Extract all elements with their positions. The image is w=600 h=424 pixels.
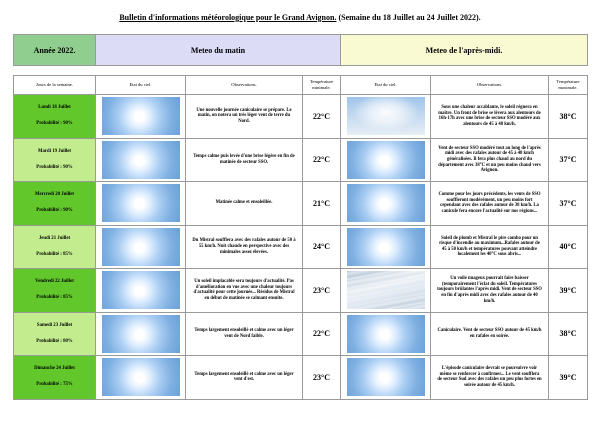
sky-pm-cell: [341, 312, 431, 356]
temp-min: 22°C: [303, 95, 341, 139]
sun-icon: [102, 271, 180, 309]
obs-pm: Comme pour les jours précédents, les vents de SSO souffleront modérément, un peu moins fort cependant avec des rafales autour de 38 km/h. La canicule fera encore l'actualité sur nos régions...: [431, 182, 549, 226]
obs-pm: Sous une chaleur accablante, le soleil régnera en maître. Un front de brise se lèvera aux alentours de 16h-17h avec une brise de secteur SSO modéré aux alentours de 45 à 48 km/h.: [431, 95, 549, 139]
sun-icon: [102, 141, 180, 179]
sky-pm-cell: [341, 225, 431, 269]
col-obs-pm: Observations.: [431, 76, 549, 95]
day-probability: Probabilité : 85%: [36, 295, 73, 301]
sun-icon: [102, 358, 180, 396]
sky-pm-cell: [341, 138, 431, 182]
table-row: [14, 225, 588, 269]
day-probability: Probabilité : 90%: [36, 121, 73, 127]
temp-max: 39°C: [549, 356, 588, 400]
day-name: Lundi 18 Juillet: [38, 105, 71, 111]
table-row: [14, 356, 588, 400]
obs-am: Temps largement ensoleillé et calme avec un léger vent de Nord faible.: [186, 312, 303, 356]
temp-max: 40°C: [549, 225, 588, 269]
bulletin-title: [0, 13, 600, 22]
forecast-table: [13, 75, 588, 400]
header-year: Année 2022.: [14, 35, 96, 66]
temp-min: 21°C: [303, 182, 341, 226]
day-probability: Probabilité : 90%: [36, 164, 73, 170]
table-row: [14, 182, 588, 226]
temp-max: 37°C: [549, 182, 588, 226]
sun-icon: [347, 141, 425, 179]
sun-icon: [102, 228, 180, 266]
temp-min: 23°C: [303, 356, 341, 400]
obs-pm: Caniculaire. Vent de secteur SSO autour de 45 km/h en rafales en soirée.: [431, 312, 549, 356]
temp-min: 24°C: [303, 225, 341, 269]
sky-am-cell: [96, 269, 186, 313]
header-afternoon: Meteo de l'après-midi.: [341, 35, 588, 66]
temp-max: 38°C: [549, 312, 588, 356]
bulletin-title-main: Bulletin d'informations météorologique pour le Grand Avignon.: [119, 13, 337, 22]
sky-pm-cell: [341, 182, 431, 226]
temp-min: 22°C: [303, 138, 341, 182]
obs-am: Temps largement ensoleillé et calme avec un léger vent d'est.: [186, 356, 303, 400]
day-name: Mercredi 20 Juillet: [35, 192, 74, 198]
obs-pm: L'épisode caniculaire devrait se poursuivre voir même se renforcer à confirmer... Le vent soufflera de secteur Sud avec des rafales un peu plus fortes en soirée autour de 45 km/h.: [431, 356, 549, 400]
sky-am-cell: [96, 182, 186, 226]
table-row: [14, 95, 588, 139]
obs-pm: Soleil de plomb et Mistral le pire combo pour un risque d'incendie au maximum...Rafales autour de 45 à 50 km/h et températures pouvant atteindre localement les 40°C sous abris...: [431, 225, 549, 269]
col-sky-pm: Etat du ciel.: [341, 76, 431, 95]
sky-pm-cell: [341, 269, 431, 313]
day-probability: Probabilité : 85%: [36, 251, 73, 257]
obs-am: Temps calme puis levée d'une brise légère en fin de matinée de secteur SSO.: [186, 138, 303, 182]
sun-icon: [347, 315, 425, 353]
header-morning: Meteo du matin: [96, 35, 341, 66]
sun-icon: [347, 358, 425, 396]
col-obs-am: Observations.: [186, 76, 303, 95]
day-cell: [14, 95, 96, 139]
temp-max: 38°C: [549, 95, 588, 139]
obs-am: Une nouvelle journée caniculaire se prépare. Le matin, on notera un très léger vent de terre du Nord.: [186, 95, 303, 139]
day-cell: [14, 138, 96, 182]
obs-pm: Vent de secteur SSO modéré tout au long de l'après midi avec des rafales autour de 45 à 48 km/h généralisées. Il fera plus chaud au nord du département avec 38°C et un peu moins chaud vers Avignon.: [431, 138, 549, 182]
sky-pm-cell: [341, 356, 431, 400]
table-row: [14, 269, 588, 313]
day-cell: [14, 356, 96, 400]
sky-am-cell: [96, 225, 186, 269]
day-name: Vendredi 22 Juillet: [35, 279, 74, 285]
temp-min: 22°C: [303, 312, 341, 356]
day-probability: Probabilité : 80%: [36, 338, 73, 344]
temp-min: 23°C: [303, 269, 341, 313]
sun-icon: [102, 97, 180, 135]
day-probability: Probabilité : 75%: [36, 382, 73, 388]
header-table: [13, 34, 588, 66]
temp-max: 37°C: [549, 138, 588, 182]
day-cell: [14, 182, 96, 226]
sky-am-cell: [96, 95, 186, 139]
day-cell: [14, 225, 96, 269]
sun-icon: [347, 228, 425, 266]
obs-am: Un soleil implacable sera toujours d'actualité. Pas d'amélioration en vue avec une chaleur toujours d'actualité pour cette journée... Résidus de Mistral en début de matinée se calmant ensuite.: [186, 269, 303, 313]
sky-am-cell: [96, 356, 186, 400]
sky-am-cell: [96, 138, 186, 182]
cloud-veil-icon: [347, 271, 425, 309]
obs-am: Du Mistral soufflera avec des rafales autour de 50 à 55 km/h. Nuit chaude en perspective avec des minimales assez élevées.: [186, 225, 303, 269]
col-tmax: Température maximale.: [549, 76, 588, 95]
col-sky-am: Etat du ciel.: [96, 76, 186, 95]
hazy-sun-icon: [347, 97, 425, 135]
sun-icon: [102, 184, 180, 222]
day-name: Mardi 19 Juillet: [37, 148, 72, 154]
sky-pm-cell: [341, 95, 431, 139]
table-row: [14, 138, 588, 182]
day-probability: Probabilité : 90%: [36, 208, 73, 214]
day-name: Dimanche 24 Juillet: [34, 366, 75, 372]
col-days: Jours de la semaine.: [14, 76, 96, 95]
forecast-rows: [14, 95, 588, 400]
sun-icon: [102, 315, 180, 353]
bulletin-title-week: (Semaine du 18 Juillet au 24 Juillet 2022).: [338, 13, 481, 22]
sun-icon: [347, 184, 425, 222]
temp-max: 39°C: [549, 269, 588, 313]
day-name: Jeudi 21 Juillet: [38, 235, 71, 241]
sky-am-cell: [96, 312, 186, 356]
day-cell: [14, 312, 96, 356]
day-name: Samedi 23 Juillet: [36, 322, 73, 328]
obs-am: Matinée calme et ensoleillée.: [186, 182, 303, 226]
table-row: [14, 312, 588, 356]
col-tmin: Température minimale.: [303, 76, 341, 95]
day-cell: [14, 269, 96, 313]
obs-pm: Un voile nuageux pourrait faire baisser (temporairement l'éclat du soleil. Températures toujours brûlantes l'après midi. Vent de secteur SSO en fin d'après midi avec des rafales autour de 40 km/h.: [431, 269, 549, 313]
